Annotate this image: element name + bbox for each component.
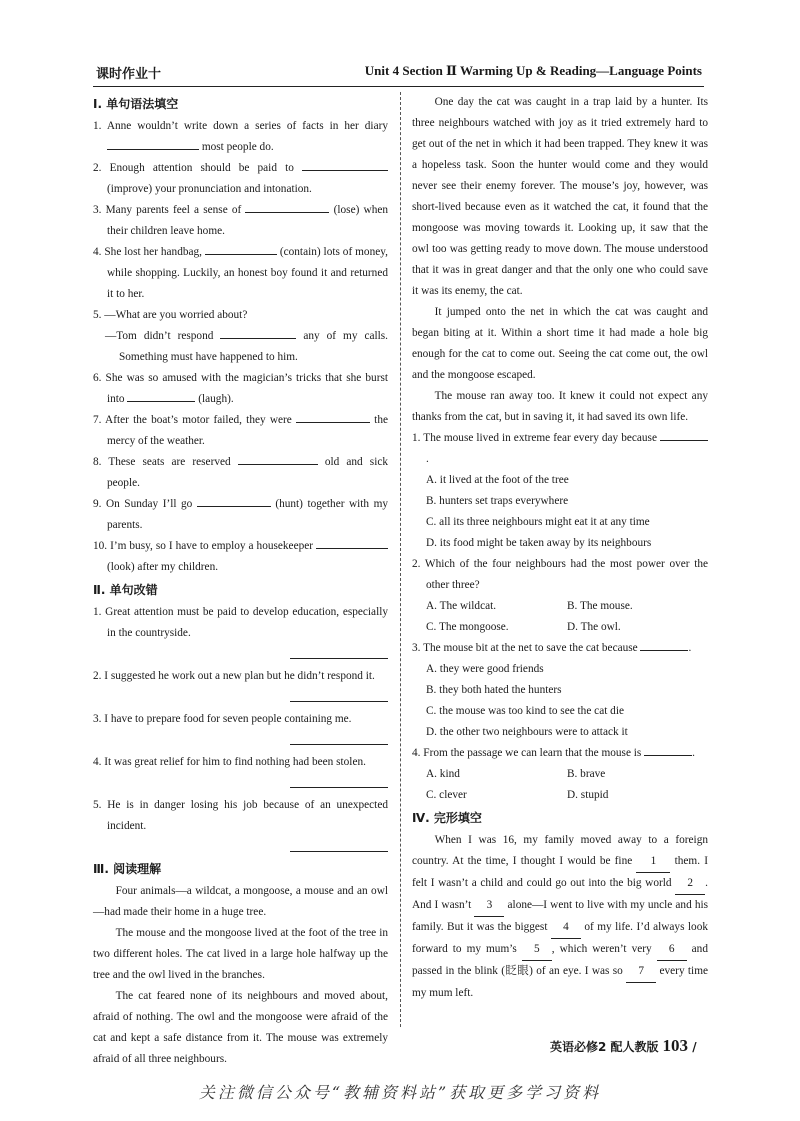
reading-paragraph: The mouse ran away too. It knew it could not expect any thanks from the cat, but in saving it, it had saved its own life. (412, 390, 708, 423)
option-row (412, 785, 708, 806)
grammar-item-8: 8. These seats are reserved old and sick people. (93, 452, 388, 494)
cloze-blank[interactable]: 7 (626, 961, 656, 983)
grammar-item-9: 9. On Sunday I’ll go (hunt) together with my parents. (93, 494, 388, 536)
option[interactable]: B. brave (567, 768, 606, 780)
option[interactable]: B. they both hated the hunters (426, 684, 562, 696)
option-row (412, 617, 708, 638)
option[interactable]: B. hunters set traps everywhere (426, 495, 569, 507)
grammar-item-10: 10. I’m busy, so I have to employ a housekeeper (look) after my children. (93, 536, 388, 578)
answer-blank[interactable] (107, 137, 199, 150)
answer-blank[interactable] (245, 200, 329, 213)
answer-blank[interactable] (238, 452, 318, 465)
correction-answer-line[interactable] (290, 837, 388, 852)
answer-blank[interactable] (302, 158, 388, 171)
option-row (412, 764, 708, 785)
correction-item-2: 2. I suggested he work out a new plan but he didn’t respond it. (93, 670, 375, 682)
correction-item-1: 1. Great attention must be paid to develop education, especially in the countryside. (93, 606, 388, 639)
section-1-title: Ⅰ. 单句语法填空 (93, 97, 179, 111)
column-divider (400, 92, 401, 1027)
reading-paragraph: It jumped onto the net in which the cat was caught and began biting at it. Within a short time it had made a hole big enough for the cat to come out. Seeing the cat come out, the owl and the mongoose escaped. (412, 306, 708, 381)
reading-question-3: 3. The mouse bit at the net to save the cat because . (412, 638, 708, 659)
answer-blank[interactable] (296, 410, 370, 423)
answer-blank[interactable] (220, 326, 296, 339)
worksheet-title: 课时作业十 (96, 67, 162, 82)
reading-paragraph: Four animals—a wildcat, a mongoose, a mouse and an owl—had made their home in a huge tree. (93, 885, 388, 918)
page-footer: 英语必修2 配人教版 103 / (550, 1036, 697, 1055)
reading-paragraph: The cat feared none of its neighbours and moved about, afraid of nothing. The owl and the mongoose were afraid of the cat and kept a safe distance from it. The mouse was extremely afraid of all three neighbours. (93, 990, 388, 1065)
correction-item-4: 4. It was great relief for him to find nothing had been stolen. (93, 756, 366, 768)
option[interactable]: A. they were good friends (426, 663, 544, 675)
option[interactable]: C. The mongoose. (426, 621, 509, 633)
reading-question-4: 4. From the passage we can learn that the mouse is . (412, 743, 708, 764)
option[interactable]: D. stupid (567, 789, 609, 801)
grammar-item-4: 4. She lost her handbag, (contain) lots of money, while shopping. Luckily, an honest boy found it and returned it to her. (93, 242, 388, 305)
cloze-paragraph: When I was 16, my family moved away to a foreign country. At the time, I thought I would be fine 1 them. I felt I wasn’t a child and could go out into the big world 2 . And I wasn’t 3 alone—I went to live with my uncle and his family. But it was the biggest 4 of my life. I’d always look forward to my mum’s 5 , which weren’t very 6 and passed in the blink (眨眼) of an eye. I was so 7 every time my mum left. (412, 834, 709, 999)
grammar-item-5-answer: —Tom didn’t respond any of my calls. Something must have happened to him. (93, 326, 388, 368)
section-2-title: Ⅱ. 单句改错 (93, 583, 158, 597)
option[interactable]: D. its food might be taken away by its neighbours (426, 537, 652, 549)
answer-blank[interactable] (644, 743, 692, 756)
cloze-blank[interactable]: 4 (551, 917, 581, 939)
page-number: 103 (662, 1036, 689, 1055)
left-column (93, 92, 388, 1070)
grammar-item-2: 2. Enough attention should be paid to (improve) your pronunciation and intonation. (93, 158, 388, 200)
header-rule (93, 86, 704, 87)
correction-answer-line[interactable] (290, 644, 388, 659)
grammar-item-7: 7. After the boat’s motor failed, they were the mercy of the weather. (93, 410, 388, 452)
reading-paragraph: The mouse and the mongoose lived at the foot of the tree in two different holes. The cat lived in a large hole halfway up the tree and the owl lived in the branches. (93, 927, 388, 981)
answer-blank[interactable] (640, 638, 688, 651)
cloze-blank[interactable]: 2 (675, 873, 705, 895)
option[interactable]: C. the mouse was too kind to see the cat die (426, 705, 624, 717)
correction-answer-line[interactable] (290, 687, 388, 702)
option[interactable]: D. the other two neighbours were to attack it (426, 726, 628, 738)
answer-blank[interactable] (197, 494, 271, 507)
correction-answer-line[interactable] (290, 730, 388, 745)
correction-answer-line[interactable] (290, 773, 388, 788)
answer-blank[interactable] (205, 242, 277, 255)
answer-blank[interactable] (660, 428, 708, 441)
reading-paragraph: One day the cat was caught in a trap laid by a hunter. Its three neighbours watched with joy as it tried extremely hard to get out of the net in which it had been trapped. They knew it was a hopeless task. Soon the hunter would come and they would never see their enemy forever. The mouse’s joy, however, was short-lived because even as it watched the cat, it found that the mongoose was moving towards it. Looking up, it saw that the owl too was getting ready to move down. The mouse understood that it was in great danger and that the only one who could save it was its enemy, the cat. (412, 96, 708, 297)
option[interactable]: A. kind (426, 768, 460, 780)
cloze-blank[interactable]: 1 (636, 851, 670, 873)
grammar-item-6: 6. She was so amused with the magician’s tricks that she burst into (laugh). (93, 372, 388, 405)
correction-item-5: 5. He is in danger losing his job because of an unexpected incident. (93, 799, 388, 832)
cloze-blank[interactable]: 3 (474, 895, 504, 917)
answer-blank[interactable] (127, 389, 195, 402)
cloze-blank[interactable]: 5 (522, 939, 552, 961)
section-3-title: Ⅲ. 阅读理解 (93, 862, 162, 876)
option[interactable]: A. it lived at the foot of the tree (426, 474, 569, 486)
right-column (412, 92, 708, 1004)
answer-blank[interactable] (316, 536, 388, 549)
grammar-item-5: 5. —What are you worried about? (93, 309, 248, 321)
option[interactable]: B. The mouse. (567, 600, 633, 612)
bottom-note: 关注微信公众号“教辅资料站”获取更多学习资料 (198, 1083, 602, 1102)
grammar-item-1: 1. Anne wouldn’t write down a series of facts in her diary most people do. (93, 120, 388, 153)
reading-question-2: 2. Which of the four neighbours had the most power over the other three? (412, 558, 708, 591)
option[interactable]: D. The owl. (567, 621, 621, 633)
unit-heading: Unit 4 Section Ⅱ Warming Up & Reading—Language Points (364, 63, 702, 78)
option[interactable]: C. all its three neighbours might eat it at any time (426, 516, 650, 528)
section-4-title: Ⅳ. 完形填空 (412, 811, 482, 825)
book-label: 英语必修2 配人教版 (550, 1040, 659, 1054)
option[interactable]: C. clever (426, 789, 467, 801)
correction-item-3: 3. I have to prepare food for seven people containing me. (93, 713, 352, 725)
option[interactable]: A. The wildcat. (426, 600, 497, 612)
grammar-item-3: 3. Many parents feel a sense of (lose) when their children leave home. (93, 200, 388, 242)
reading-question-1: 1. The mouse lived in extreme fear every day because . (412, 428, 708, 470)
cloze-blank[interactable]: 6 (657, 939, 687, 961)
option-row (412, 596, 708, 617)
